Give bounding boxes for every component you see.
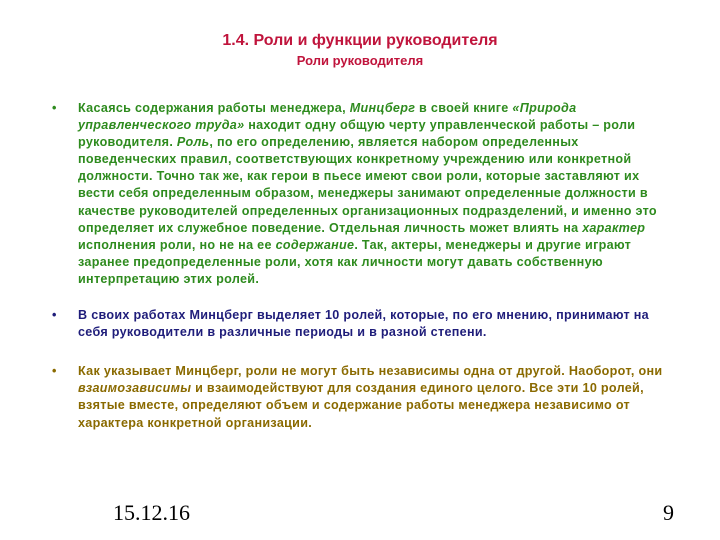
bullet-item-definition-of-role [52,100,672,288]
footer-date: 15.12.16 [113,500,190,525]
bullet-marker: • [52,101,57,115]
bullet-text-segment: Как указывает Минцберг, роли не могут быть независимы одна от другой. Наоборот, они [78,364,663,379]
bullet-text-segment: в своей книге [415,101,513,115]
bullet-text-emphasis: содержание [275,237,355,252]
bullet-marker: • [52,364,57,379]
bullet-text-emphasis: Минцберг [349,101,416,115]
page-number: 9 [663,500,674,525]
bullet-text-emphasis: Роль [176,135,210,150]
slide-subtitle: Роли руководителя [296,53,424,68]
bullet-text-segment: В своих работах Минцберг выделяет 10 ролей, которые, по его мнению, принимают на себя руководители в различные периоды и в разной степени. [78,308,649,340]
bullet-text-segment: находит одну общую черту управленческой работы – роли руководителя. [78,118,636,150]
bullet-list [52,100,672,432]
bullet-text-emphasis: взаимозависимы [78,381,192,396]
bullet-text-emphasis: «Природа управленческого труда» [78,101,577,133]
bullet-text-segment: исполнения роли, но не на ее [78,237,276,252]
bullet-marker: • [52,308,57,323]
bullet-text-segment: Касаясь содержания работы менеджера, [78,101,350,115]
bullet-text-segment: и взаимодействуют для создания единого целого. Все эти 10 ролей, взятые вместе, определяют объем и содержание работы менеджера независимо от характера конкретной организации. [78,381,644,430]
bullet-text [78,308,649,339]
bullet-item-ten-roles [52,307,672,341]
bullet-item-interdependence [52,363,672,431]
bullet-text [78,364,662,429]
slide-title: 1.4. Роли и функции руководителя [222,32,498,49]
bullet-text-segment: . Так, актеры, менеджеры и другие играют заранее предопределенные роли, хотя как личности могут давать собственную интерпретацию этих ролей. [78,237,632,286]
bullet-text-emphasis: характер [582,220,646,235]
bullet-text-segment: , по его определению, является набором определенных поведенческих правил, соответствующих конкретному учреждению или конкретной должности. Точно так же, как герои в пьесе имеют свои роли, которые заставляют их вести себя определенным образом, менеджеры занимают определенные должности в качестве руководителей определенных организационных подразделений, и именно это определяет их служебное поведение. Отдельная личность может влиять на [78,135,657,235]
bullet-text [78,101,657,286]
